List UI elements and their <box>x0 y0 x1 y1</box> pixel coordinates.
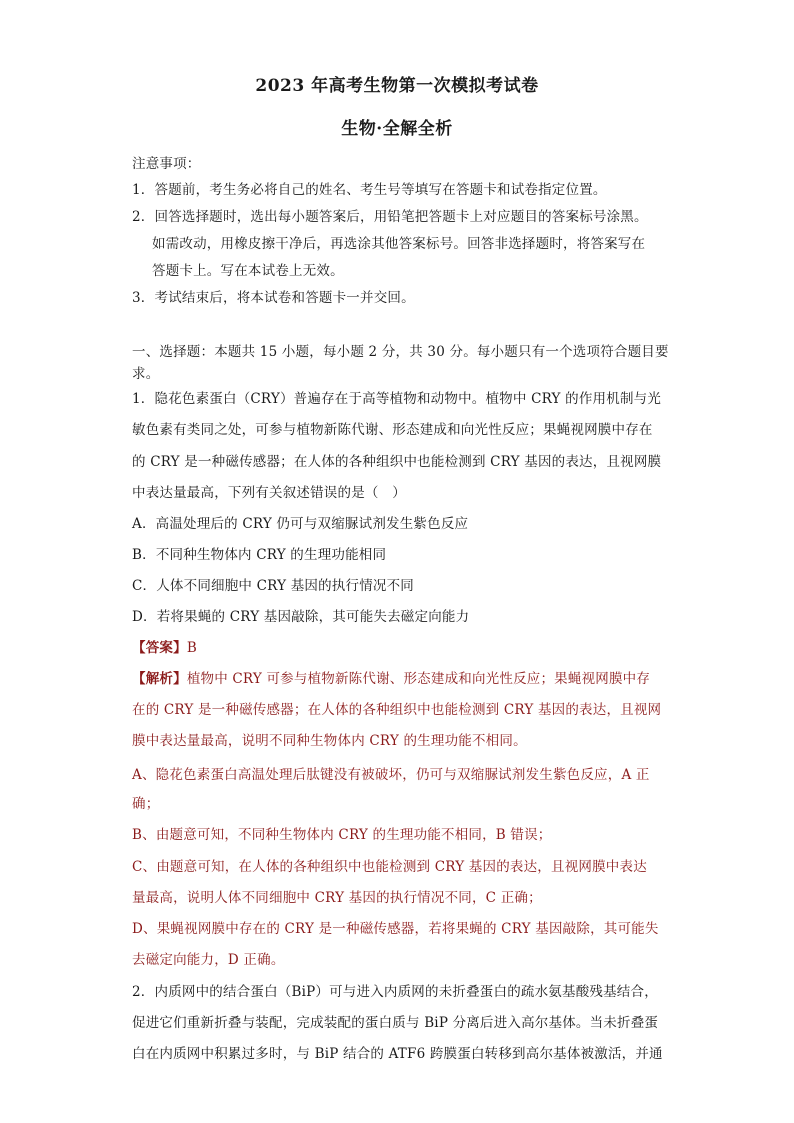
notice-item-continued: 答题卡上。写在本试卷上无效。 <box>152 263 344 279</box>
notice-heading: 注意事项： <box>132 156 201 172</box>
question-1-stem: 中表达量最高，下列有关叙述错误的是（ ） <box>132 485 406 501</box>
question-2-stem: 2．内质网中的结合蛋白（BiP）可与进入内质网的未折叠蛋白的疏水氨基酸残基结合， <box>132 984 658 1000</box>
question-1-stem: 1．隐花色素蛋白（CRY）普遍存在于高等植物和动物中。植物中 CRY 的作用机制与光 <box>132 391 662 407</box>
section-heading: 一、选择题：本题共 15 小题，每小题 2 分，共 30 分。每小题只有一个选项符合题目要 <box>132 344 669 360</box>
exam-subtitle: 生物·全解全析 <box>341 119 453 139</box>
option-b: B．不同种生物体内 CRY 的生理功能相同 <box>132 547 387 563</box>
analysis-text: 植物中 CRY 可参与植物新陈代谢、形态建成和向光性反应；果蝇视网膜中存 <box>186 671 651 687</box>
notice-item-continued: 如需改动，用橡皮擦干净后，再选涂其他答案标号。回答非选择题时，将答案写在 <box>152 236 646 252</box>
analysis-text: 在的 CRY 是一种磁传感器；在人体的各种组织中也能检测到 CRY 基因的表达，且视网 <box>132 702 662 718</box>
analysis-text: 去磁定向能力，D 正确。 <box>132 952 285 968</box>
analysis-text: D、果蝇视网膜中存在的 CRY 是一种磁传感器，若将果蝇的 CRY 基因敲除，其可能失 <box>132 921 659 937</box>
analysis-text: 确； <box>132 796 160 812</box>
question-2-stem: 促进它们重新折叠与装配，完成装配的蛋白质与 BiP 分离后进入高尔基体。当未折叠蛋 <box>132 1015 659 1031</box>
option-d: D．若将果蝇的 CRY 基因敲除，其可能失去磁定向能力 <box>132 609 470 625</box>
answer-line <box>132 636 197 656</box>
question-1-stem: 的 CRY 是一种磁传感器；在人体的各种组织中也能检测到 CRY 基因的表达，且视网膜 <box>132 454 662 470</box>
answer-value: B <box>186 640 197 656</box>
question-1-stem: 敏色素有类同之处，可参与植物新陈代谢、形态建成和向光性反应；果蝇视网膜中存在 <box>132 422 653 438</box>
exam-title: 2023 年高考生物第一次模拟考试卷 <box>255 76 539 96</box>
question-2-stem: 白在内质网中积累过多时，与 BiP 结合的 ATF6 跨膜蛋白转移到高尔基体被激活，并通 <box>132 1046 663 1062</box>
analysis-text: B、由题意可知，不同种生物体内 CRY 的生理功能不相同，B 错误； <box>132 827 552 843</box>
analysis-text: A、隐花色素蛋白高温处理后肽键没有被破坏，仍可与双缩脲试剂发生紫色反应，A 正 <box>132 767 650 783</box>
notice-item: 3．考试结束后，将本试卷和答题卡一并交回。 <box>132 290 415 306</box>
analysis-text: 量最高，说明人体不同细胞中 CRY 基因的执行情况不同，C 正确； <box>132 890 542 906</box>
analysis-line <box>132 667 650 687</box>
analysis-tag: 【解析】 <box>132 671 187 687</box>
analysis-text: C、由题意可知，在人体的各种组织中也能检测到 CRY 基因的表达，且视网膜中表达 <box>132 859 647 875</box>
notice-item: 2．回答选择题时，选出每小题答案后，用铅笔把答题卡上对应题目的答案标号涂黑。 <box>132 209 648 225</box>
option-a: A．高温处理后的 CRY 仍可与双缩脲试剂发生紫色反应 <box>132 516 469 532</box>
option-c: C．人体不同细胞中 CRY 基因的执行情况不同 <box>132 578 415 594</box>
analysis-text: 膜中表达量最高，说明不同种生物体内 CRY 的生理功能不相同。 <box>132 733 527 749</box>
notice-item: 1．答题前，考生务必将自己的姓名、考生号等填写在答题卡和试卷指定位置。 <box>132 182 607 198</box>
answer-tag: 【答案】 <box>132 640 187 656</box>
section-heading-continued: 求。 <box>132 366 160 382</box>
